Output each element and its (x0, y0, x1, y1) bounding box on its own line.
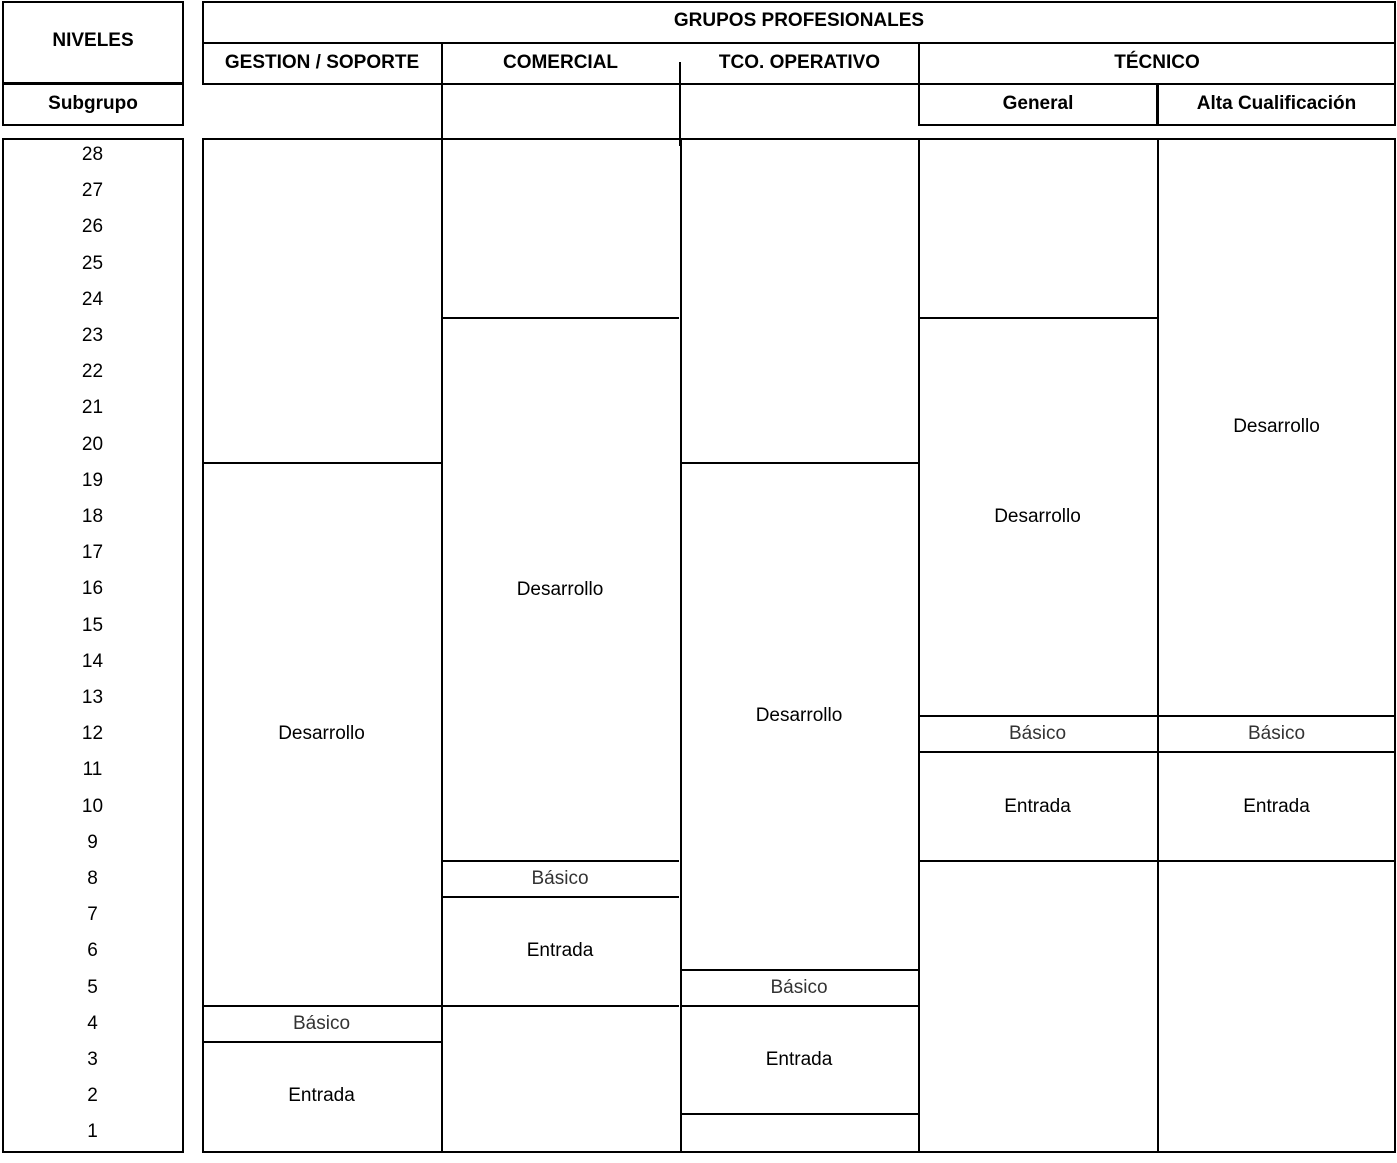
band-separator (918, 860, 1157, 862)
level-number: 22 (81, 361, 104, 383)
alta-band-desarrollo: Desarrollo (1233, 415, 1320, 437)
level-number: 3 (87, 1049, 98, 1071)
level-number: 24 (81, 288, 104, 310)
level-number: 16 (81, 578, 104, 600)
tco-operativo-band-basico: Básico (770, 976, 828, 998)
level-number: 7 (87, 904, 98, 926)
comercial-band-basico: Básico (531, 868, 589, 890)
band-separator (1157, 860, 1396, 862)
level-number: 5 (87, 976, 98, 998)
comercial-band-entrada: Entrada (526, 940, 594, 962)
band-separator (441, 1005, 679, 1007)
level-number: 23 (81, 325, 104, 347)
general-band-desarrollo: Desarrollo (994, 506, 1081, 528)
level-number: 28 (81, 144, 104, 166)
grupos-profesionales-header: GRUPOS PROFESIONALES (673, 10, 925, 31)
level-number: 6 (87, 940, 98, 962)
gestion-band-entrada: Entrada (288, 1085, 355, 1107)
alta-cualificacion-subheader: Alta Cualificación (1196, 92, 1357, 114)
comercial-header: COMERCIAL (502, 52, 619, 73)
gestion-band-desarrollo: Desarrollo (278, 723, 365, 745)
gestion-band-basico: Básico (292, 1012, 351, 1034)
level-number: 25 (81, 252, 104, 274)
general-band-entrada: Entrada (1004, 795, 1071, 817)
level-number: 21 (81, 397, 104, 419)
general-subheader: General (1002, 92, 1074, 114)
level-number: 13 (81, 687, 104, 709)
level-number: 2 (87, 1085, 98, 1107)
niveles-header: NIVELES (52, 29, 134, 51)
level-number: 26 (81, 216, 104, 238)
alta-band-basico: Básico (1247, 723, 1306, 745)
comercial-band-desarrollo: Desarrollo (516, 578, 604, 600)
level-number: 27 (81, 180, 104, 202)
subgrupo-header: Subgrupo (48, 93, 138, 114)
general-band-basico: Básico (1008, 723, 1067, 745)
tco-operativo-band-entrada: Entrada (765, 1049, 833, 1071)
gestion-header: GESTION / SOPORTE (224, 52, 420, 73)
tecnico-header: TÉCNICO (1114, 52, 1200, 73)
divider (679, 62, 681, 146)
level-number: 20 (81, 433, 104, 455)
tco-operativo-header: TCO. OPERATIVO (718, 52, 881, 73)
level-number: 8 (87, 868, 98, 890)
level-number: 12 (81, 723, 104, 745)
band-separator (680, 1113, 918, 1115)
tco-operativo-band-desarrollo: Desarrollo (755, 705, 843, 727)
level-number: 10 (81, 795, 104, 817)
level-number: 15 (81, 614, 104, 636)
level-number: 11 (82, 759, 103, 781)
level-number: 18 (81, 506, 104, 528)
level-number: 19 (81, 469, 104, 491)
level-number: 1 (87, 1121, 98, 1143)
level-number: 9 (87, 831, 98, 853)
level-number: 4 (87, 1012, 98, 1034)
alta-band-entrada: Entrada (1243, 795, 1310, 817)
level-number: 14 (81, 650, 104, 672)
level-number: 17 (81, 542, 104, 564)
